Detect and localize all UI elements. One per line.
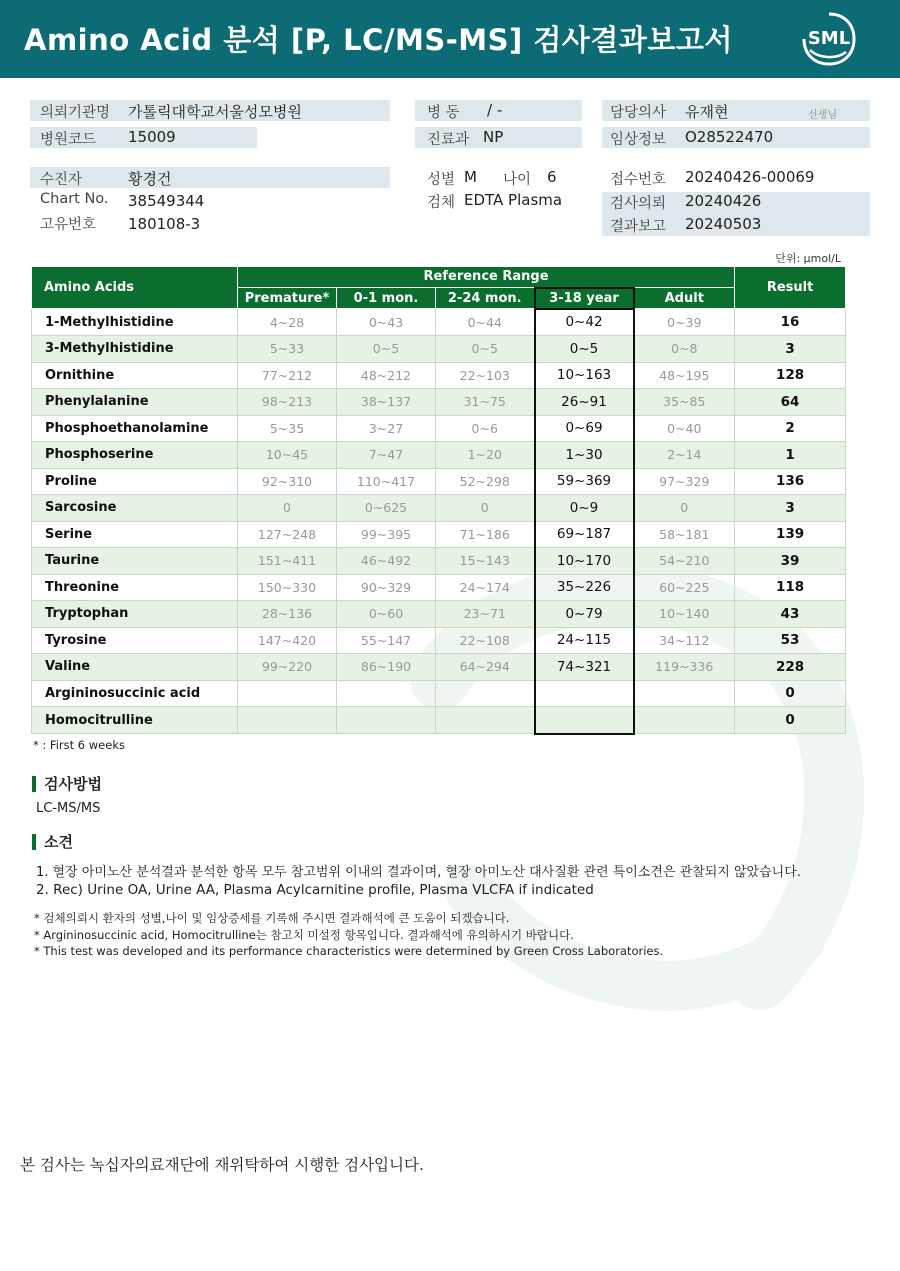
amino-acid-name: Argininosuccinic acid <box>32 680 238 707</box>
range-premature <box>238 680 337 707</box>
range-adult: 119~336 <box>634 654 735 681</box>
range-adult <box>634 680 735 707</box>
note-1: * 검체의뢰시 환자의 성별,나이 및 임상증세를 기록해 주시면 결과해석에 큰 도움이 되겠습니다. <box>34 911 510 925</box>
result-value: 39 <box>735 548 846 575</box>
table-row <box>32 362 846 389</box>
range-adult: 60~225 <box>634 574 735 601</box>
range-3-18-year: 1~30 <box>535 442 634 469</box>
range-2-24-mon: 0~5 <box>436 336 535 363</box>
range-3-18-year: 74~321 <box>535 654 634 681</box>
range-0-1-mon: 0~43 <box>337 309 436 336</box>
range-3-18-year <box>535 707 634 734</box>
result-value: 118 <box>735 574 846 601</box>
unique-no-value: 180108-3 <box>128 215 201 233</box>
range-0-1-mon: 38~137 <box>337 389 436 416</box>
range-premature: 5~35 <box>238 415 337 442</box>
range-2-24-mon: 0 <box>436 495 535 522</box>
method-title: 검사방법 <box>32 776 102 792</box>
range-0-1-mon: 3~27 <box>337 415 436 442</box>
doctor-label: 담당의사 <box>610 105 667 121</box>
col-reference-range: Reference Range <box>238 267 735 288</box>
range-premature: 92~310 <box>238 468 337 495</box>
range-2-24-mon: 52~298 <box>436 468 535 495</box>
range-0-1-mon: 0~60 <box>337 601 436 628</box>
range-adult: 2~14 <box>634 442 735 469</box>
col-premature: Premature* <box>238 288 337 309</box>
range-premature: 77~212 <box>238 362 337 389</box>
chart-no-value: 38549344 <box>128 192 205 210</box>
range-2-24-mon: 15~143 <box>436 548 535 575</box>
range-3-18-year: 26~91 <box>535 389 634 416</box>
amino-acid-name: Proline <box>32 468 238 495</box>
opinion-line-1: 1. 혈장 아미노산 분석결과 분석한 항목 모두 참고범위 이내의 결과이며, 혈장 아미노산 대사질환 관련 특이소견은 관찰되지 않았습니다. <box>36 865 801 880</box>
col-2-24-mon: 2-24 mon. <box>436 288 535 309</box>
col-0-1-mon: 0-1 mon. <box>337 288 436 309</box>
patient-name: 황경건 <box>128 170 172 188</box>
range-2-24-mon: 64~294 <box>436 654 535 681</box>
result-value: 64 <box>735 389 846 416</box>
amino-acid-name: 3-Methylhistidine <box>32 336 238 363</box>
range-2-24-mon <box>436 680 535 707</box>
result-value: 1 <box>735 442 846 469</box>
amino-acid-name: Phosphoethanolamine <box>32 415 238 442</box>
result-value: 128 <box>735 362 846 389</box>
amino-acid-table <box>31 266 846 735</box>
range-2-24-mon: 71~186 <box>436 521 535 548</box>
age-label: 나이 <box>503 172 532 188</box>
receipt-label: 접수번호 <box>610 172 667 188</box>
range-adult: 10~140 <box>634 601 735 628</box>
note-3: * This test was developed and its performance characteristics were determined by Green Cross Laboratories. <box>34 944 664 958</box>
table-row <box>32 521 846 548</box>
range-premature: 147~420 <box>238 627 337 654</box>
range-0-1-mon: 90~329 <box>337 574 436 601</box>
clinical-value: O28522470 <box>685 128 774 146</box>
request-value: 20240426 <box>685 192 762 210</box>
range-0-1-mon: 86~190 <box>337 654 436 681</box>
range-3-18-year: 10~170 <box>535 548 634 575</box>
range-premature: 28~136 <box>238 601 337 628</box>
range-adult: 97~329 <box>634 468 735 495</box>
range-0-1-mon: 46~492 <box>337 548 436 575</box>
institution-value: 가톨릭대학교서울성모병원 <box>128 103 302 121</box>
range-premature: 4~28 <box>238 309 337 336</box>
table-body <box>32 309 846 734</box>
range-3-18-year <box>535 680 634 707</box>
range-2-24-mon <box>436 707 535 734</box>
range-2-24-mon: 22~103 <box>436 362 535 389</box>
amino-acid-name: 1-Methylhistidine <box>32 309 238 336</box>
range-2-24-mon: 0~6 <box>436 415 535 442</box>
hospital-code-label: 병원코드 <box>40 132 97 148</box>
amino-acid-name: Valine <box>32 654 238 681</box>
range-2-24-mon: 1~20 <box>436 442 535 469</box>
range-premature: 0 <box>238 495 337 522</box>
table-row <box>32 680 846 707</box>
report-label: 결과보고 <box>610 219 667 235</box>
col-adult: Adult <box>634 288 735 309</box>
amino-acid-name: Homocitrulline <box>32 707 238 734</box>
amino-acid-name: Serine <box>32 521 238 548</box>
range-3-18-year: 10~163 <box>535 362 634 389</box>
range-3-18-year: 69~187 <box>535 521 634 548</box>
amino-acid-name: Threonine <box>32 574 238 601</box>
range-adult: 0~8 <box>634 336 735 363</box>
table-row <box>32 389 846 416</box>
institution-label: 의뢰기관명 <box>40 105 111 121</box>
range-premature: 98~213 <box>238 389 337 416</box>
range-adult: 58~181 <box>634 521 735 548</box>
range-3-18-year: 35~226 <box>535 574 634 601</box>
range-2-24-mon: 23~71 <box>436 601 535 628</box>
ward-label: 병 동 <box>427 105 460 121</box>
footnote: * : First 6 weeks <box>33 738 125 752</box>
range-3-18-year: 0~9 <box>535 495 634 522</box>
result-value: 3 <box>735 495 846 522</box>
report-value: 20240503 <box>685 215 762 233</box>
range-premature: 5~33 <box>238 336 337 363</box>
bottom-notice: 본 검사는 녹십자의료재단에 재위탁하여 시행한 검사입니다. <box>20 1156 424 1174</box>
age-value: 6 <box>547 168 557 186</box>
range-2-24-mon: 24~174 <box>436 574 535 601</box>
table-row <box>32 627 846 654</box>
range-adult <box>634 707 735 734</box>
table-row <box>32 574 846 601</box>
range-3-18-year: 24~115 <box>535 627 634 654</box>
table-row <box>32 495 846 522</box>
sml-logo <box>800 10 858 68</box>
unit-label: 단위: μmol/L <box>775 252 841 265</box>
ward-value: / - <box>487 101 503 119</box>
range-2-24-mon: 22~108 <box>436 627 535 654</box>
range-3-18-year: 0~5 <box>535 336 634 363</box>
opinion-title: 소견 <box>32 834 73 850</box>
report-title: Amino Acid 분석 [P, LC/MS-MS] 검사결과보고서 <box>24 23 733 57</box>
range-adult: 34~112 <box>634 627 735 654</box>
dept-label: 진료과 <box>427 132 470 148</box>
table-row <box>32 548 846 575</box>
table-row <box>32 707 846 734</box>
note-2: * Argininosuccinic acid, Homocitrulline는 참고치 미설정 항목입니다. 결과해석에 유의하시기 바랍니다. <box>34 928 574 942</box>
range-0-1-mon: 0~5 <box>337 336 436 363</box>
sex-label: 성별 <box>427 172 456 188</box>
amino-acid-name: Phosphoserine <box>32 442 238 469</box>
amino-acid-name: Taurine <box>32 548 238 575</box>
clinical-label: 임상정보 <box>610 132 667 148</box>
range-adult: 0~40 <box>634 415 735 442</box>
amino-acid-name: Tryptophan <box>32 601 238 628</box>
result-value: 2 <box>735 415 846 442</box>
range-3-18-year: 59~369 <box>535 468 634 495</box>
range-premature: 10~45 <box>238 442 337 469</box>
range-3-18-year: 0~69 <box>535 415 634 442</box>
range-2-24-mon: 0~44 <box>436 309 535 336</box>
range-0-1-mon <box>337 707 436 734</box>
col-amino-acids: Amino Acids <box>32 267 238 309</box>
specimen-label: 검체 <box>427 195 456 211</box>
table-row <box>32 654 846 681</box>
range-0-1-mon: 110~417 <box>337 468 436 495</box>
amino-acid-name: Tyrosine <box>32 627 238 654</box>
range-0-1-mon: 0~625 <box>337 495 436 522</box>
logo-text: SML <box>807 28 851 49</box>
result-value: 139 <box>735 521 846 548</box>
table-row <box>32 442 846 469</box>
doctor-value: 유재현 <box>685 103 729 121</box>
hospital-code-value: 15009 <box>128 128 176 146</box>
col-3-18-year: 3-18 year <box>535 288 634 309</box>
range-premature: 151~411 <box>238 548 337 575</box>
range-0-1-mon: 7~47 <box>337 442 436 469</box>
range-premature: 127~248 <box>238 521 337 548</box>
amino-acid-name: Ornithine <box>32 362 238 389</box>
table-row <box>32 336 846 363</box>
col-result: Result <box>735 267 846 309</box>
amino-acid-name: Sarcosine <box>32 495 238 522</box>
table-row <box>32 415 846 442</box>
range-premature: 150~330 <box>238 574 337 601</box>
range-3-18-year: 0~42 <box>535 309 634 336</box>
range-adult: 54~210 <box>634 548 735 575</box>
table-row <box>32 601 846 628</box>
receipt-value: 20240426-00069 <box>685 168 815 186</box>
sex-value: M <box>464 168 477 186</box>
dept-value: NP <box>483 128 504 146</box>
result-value: 0 <box>735 707 846 734</box>
result-value: 16 <box>735 309 846 336</box>
range-0-1-mon <box>337 680 436 707</box>
amino-acid-name: Phenylalanine <box>32 389 238 416</box>
result-value: 3 <box>735 336 846 363</box>
unique-no-label: 고유번호 <box>40 217 97 233</box>
table-row <box>32 468 846 495</box>
range-3-18-year: 0~79 <box>535 601 634 628</box>
range-2-24-mon: 31~75 <box>436 389 535 416</box>
range-0-1-mon: 48~212 <box>337 362 436 389</box>
range-adult: 35~85 <box>634 389 735 416</box>
range-premature <box>238 707 337 734</box>
patient-bar <box>30 167 390 188</box>
request-label: 검사의뢰 <box>610 196 667 212</box>
report-header <box>0 0 900 78</box>
result-value: 136 <box>735 468 846 495</box>
patient-label: 수진자 <box>40 172 83 188</box>
result-value: 0 <box>735 680 846 707</box>
result-value: 43 <box>735 601 846 628</box>
opinion-line-2: 2. Rec) Urine OA, Urine AA, Plasma Acylcarnitine profile, Plasma VLCFA if indicated <box>36 882 594 898</box>
range-adult: 0~39 <box>634 309 735 336</box>
specimen-value: EDTA Plasma <box>464 191 563 209</box>
result-value: 53 <box>735 627 846 654</box>
range-premature: 99~220 <box>238 654 337 681</box>
chart-no-label: Chart No. <box>40 191 109 207</box>
doctor-suffix: 선생님 <box>808 110 837 121</box>
range-adult: 0 <box>634 495 735 522</box>
result-value: 228 <box>735 654 846 681</box>
range-0-1-mon: 55~147 <box>337 627 436 654</box>
table-row <box>32 309 846 336</box>
method-text: LC-MS/MS <box>36 801 101 816</box>
range-0-1-mon: 99~395 <box>337 521 436 548</box>
range-adult: 48~195 <box>634 362 735 389</box>
